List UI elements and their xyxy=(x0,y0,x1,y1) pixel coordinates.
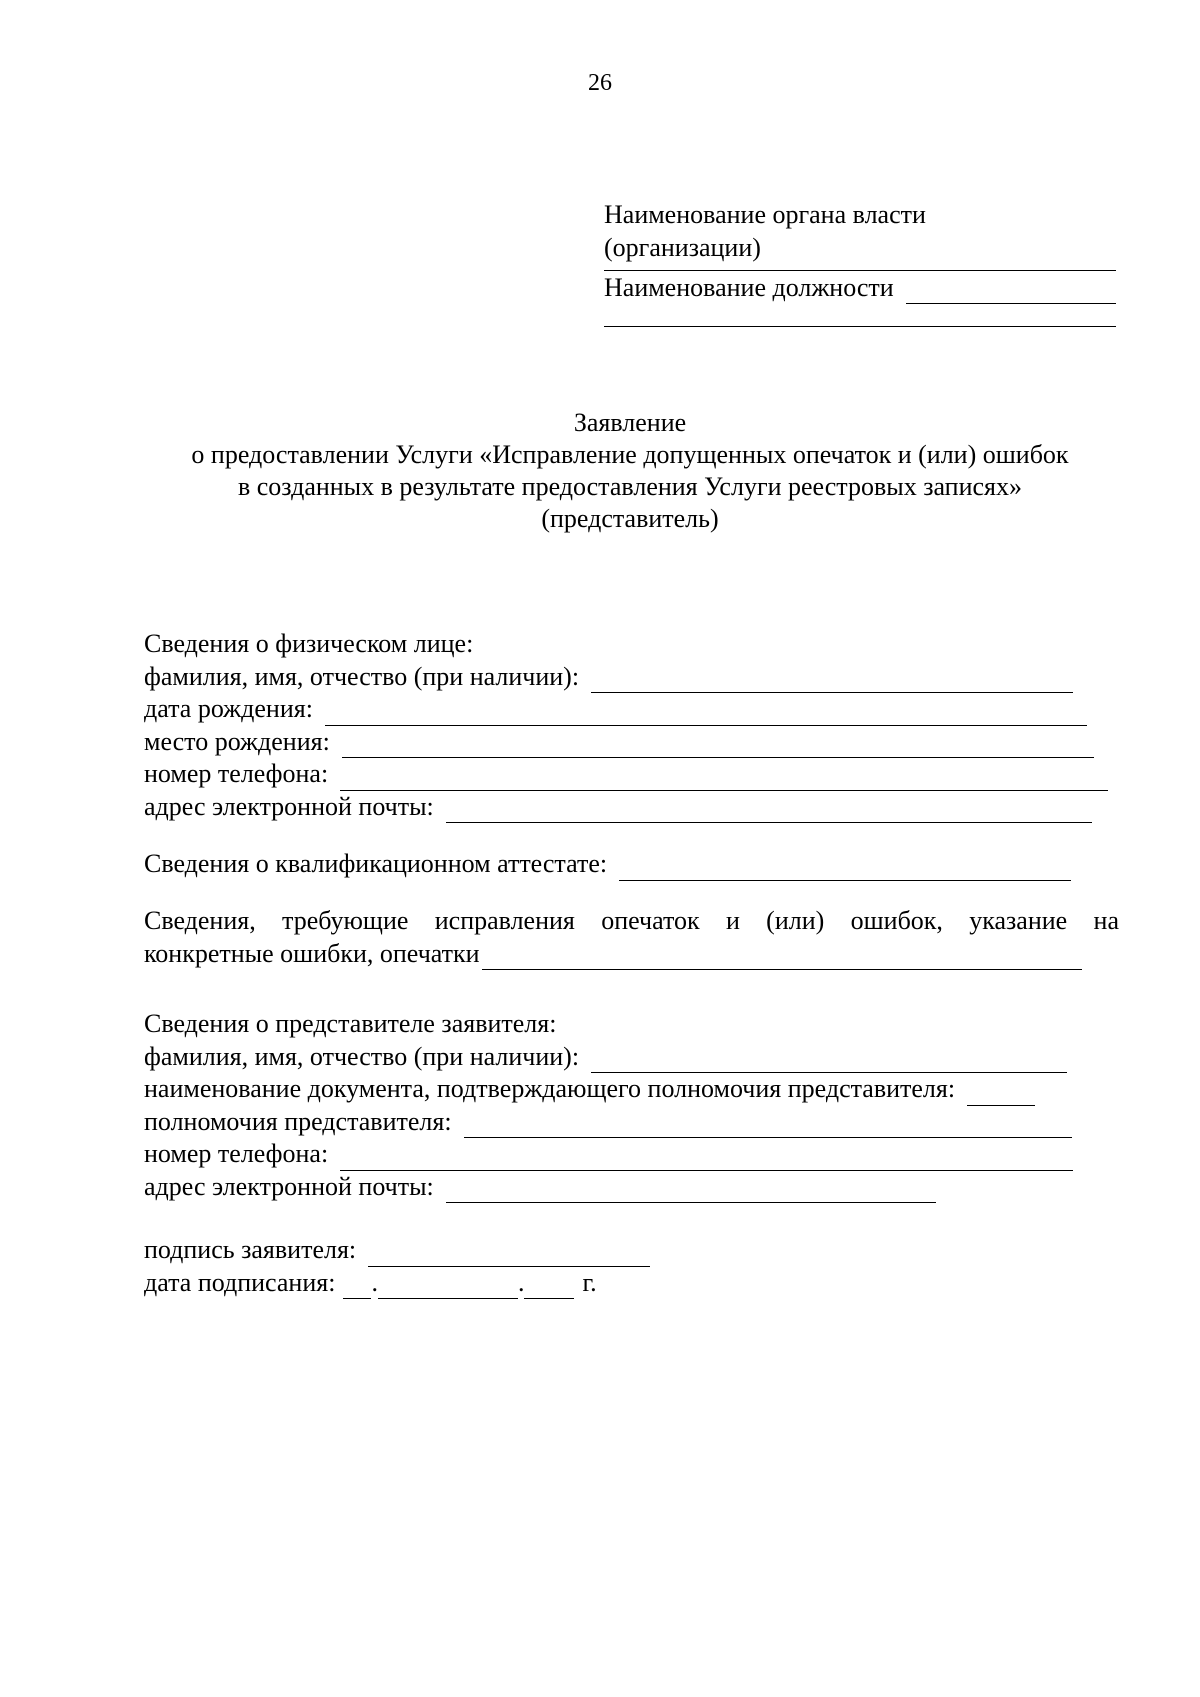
org-name-line1: Наименование органа власти xyxy=(604,200,926,229)
representative-document-field[interactable] xyxy=(967,1081,1035,1106)
individual-phone-row xyxy=(144,758,1119,791)
representative-document-label: наименование документа, подтверждающего полномочия представителя: xyxy=(144,1074,956,1103)
corrections-section xyxy=(144,905,1119,970)
birth-place-field[interactable] xyxy=(342,733,1094,758)
position-field[interactable] xyxy=(906,277,1116,304)
representative-email-label: адрес электронной почты: xyxy=(144,1171,434,1201)
signature-section xyxy=(144,1234,1119,1299)
certificate-field[interactable] xyxy=(619,856,1071,881)
year-suffix: г. xyxy=(582,1267,597,1297)
representative-full-name-field[interactable] xyxy=(591,1048,1067,1073)
birth-date-row xyxy=(144,693,1119,726)
individual-full-name-label: фамилия, имя, отчество (при наличии): xyxy=(144,661,580,691)
certificate-row xyxy=(144,848,1119,881)
representative-phone-field[interactable] xyxy=(340,1146,1073,1171)
addressee-block xyxy=(604,198,1116,327)
individual-heading: Сведения о физическом лице: xyxy=(144,629,474,658)
title-line1: Заявление xyxy=(573,408,687,437)
representative-powers-label: полномочия представителя: xyxy=(144,1106,452,1136)
corrections-line1: Сведения, требующие исправления опечаток и (или) ошибок, указание на xyxy=(144,906,1119,935)
representative-phone-label: номер телефона: xyxy=(144,1139,329,1168)
birth-place-label: место рождения: xyxy=(144,726,330,756)
birth-date-field[interactable] xyxy=(325,701,1087,726)
signing-year-field[interactable] xyxy=(524,1274,574,1299)
corrections-line2: конкретные ошибки, опечатки xyxy=(144,938,480,968)
corrections-row xyxy=(144,938,1119,971)
individual-full-name-field[interactable] xyxy=(591,668,1073,693)
signing-month-field[interactable] xyxy=(378,1274,518,1299)
date-separator: . xyxy=(371,1267,378,1297)
signature-row xyxy=(144,1234,1119,1267)
title-line4: (представитель) xyxy=(541,504,719,533)
position-row xyxy=(604,271,1116,304)
signing-date-row xyxy=(144,1267,1119,1300)
signing-day-field[interactable] xyxy=(343,1274,371,1299)
birth-date-label: дата рождения: xyxy=(144,694,313,723)
individual-email-label: адрес электронной почты: xyxy=(144,791,434,821)
individual-email-row xyxy=(144,791,1119,824)
representative-section xyxy=(144,1008,1119,1203)
org-name-line2: (организации) xyxy=(604,233,761,262)
representative-email-row xyxy=(144,1171,1119,1204)
title-line3: в созданных в результате предоставления Услуги реестровых записях» xyxy=(237,472,1023,501)
individual-section xyxy=(144,628,1119,823)
representative-powers-row xyxy=(144,1106,1119,1139)
page-number: 26 xyxy=(588,70,612,96)
representative-heading: Сведения о представителе заявителя: xyxy=(144,1009,557,1038)
representative-powers-field[interactable] xyxy=(464,1113,1072,1138)
title-line2: о предоставлении Услуги «Исправление допущенных опечаток и (или) ошибок xyxy=(191,440,1069,469)
birth-place-row xyxy=(144,726,1119,759)
signature-field[interactable] xyxy=(368,1242,650,1267)
representative-full-name-label: фамилия, имя, отчество (при наличии): xyxy=(144,1041,580,1071)
individual-phone-label: номер телефона: xyxy=(144,759,329,788)
certificate-section xyxy=(144,848,1119,881)
individual-phone-field[interactable] xyxy=(340,766,1108,791)
certificate-label: Сведения о квалификационном аттестате: xyxy=(144,849,608,878)
position-extra-field[interactable] xyxy=(604,326,1116,327)
signing-date-label: дата подписания: xyxy=(144,1267,336,1297)
document-title xyxy=(140,407,1120,535)
representative-email-field[interactable] xyxy=(446,1178,936,1203)
position-label: Наименование должности xyxy=(604,273,894,302)
date-separator: . xyxy=(517,1267,525,1297)
representative-full-name-row xyxy=(144,1041,1119,1074)
representative-phone-row xyxy=(144,1138,1119,1171)
corrections-field[interactable] xyxy=(482,945,1082,970)
representative-document-row xyxy=(144,1073,1119,1106)
signature-label: подпись заявителя: xyxy=(144,1235,357,1264)
individual-email-field[interactable] xyxy=(446,798,1092,823)
individual-full-name-row xyxy=(144,661,1119,694)
